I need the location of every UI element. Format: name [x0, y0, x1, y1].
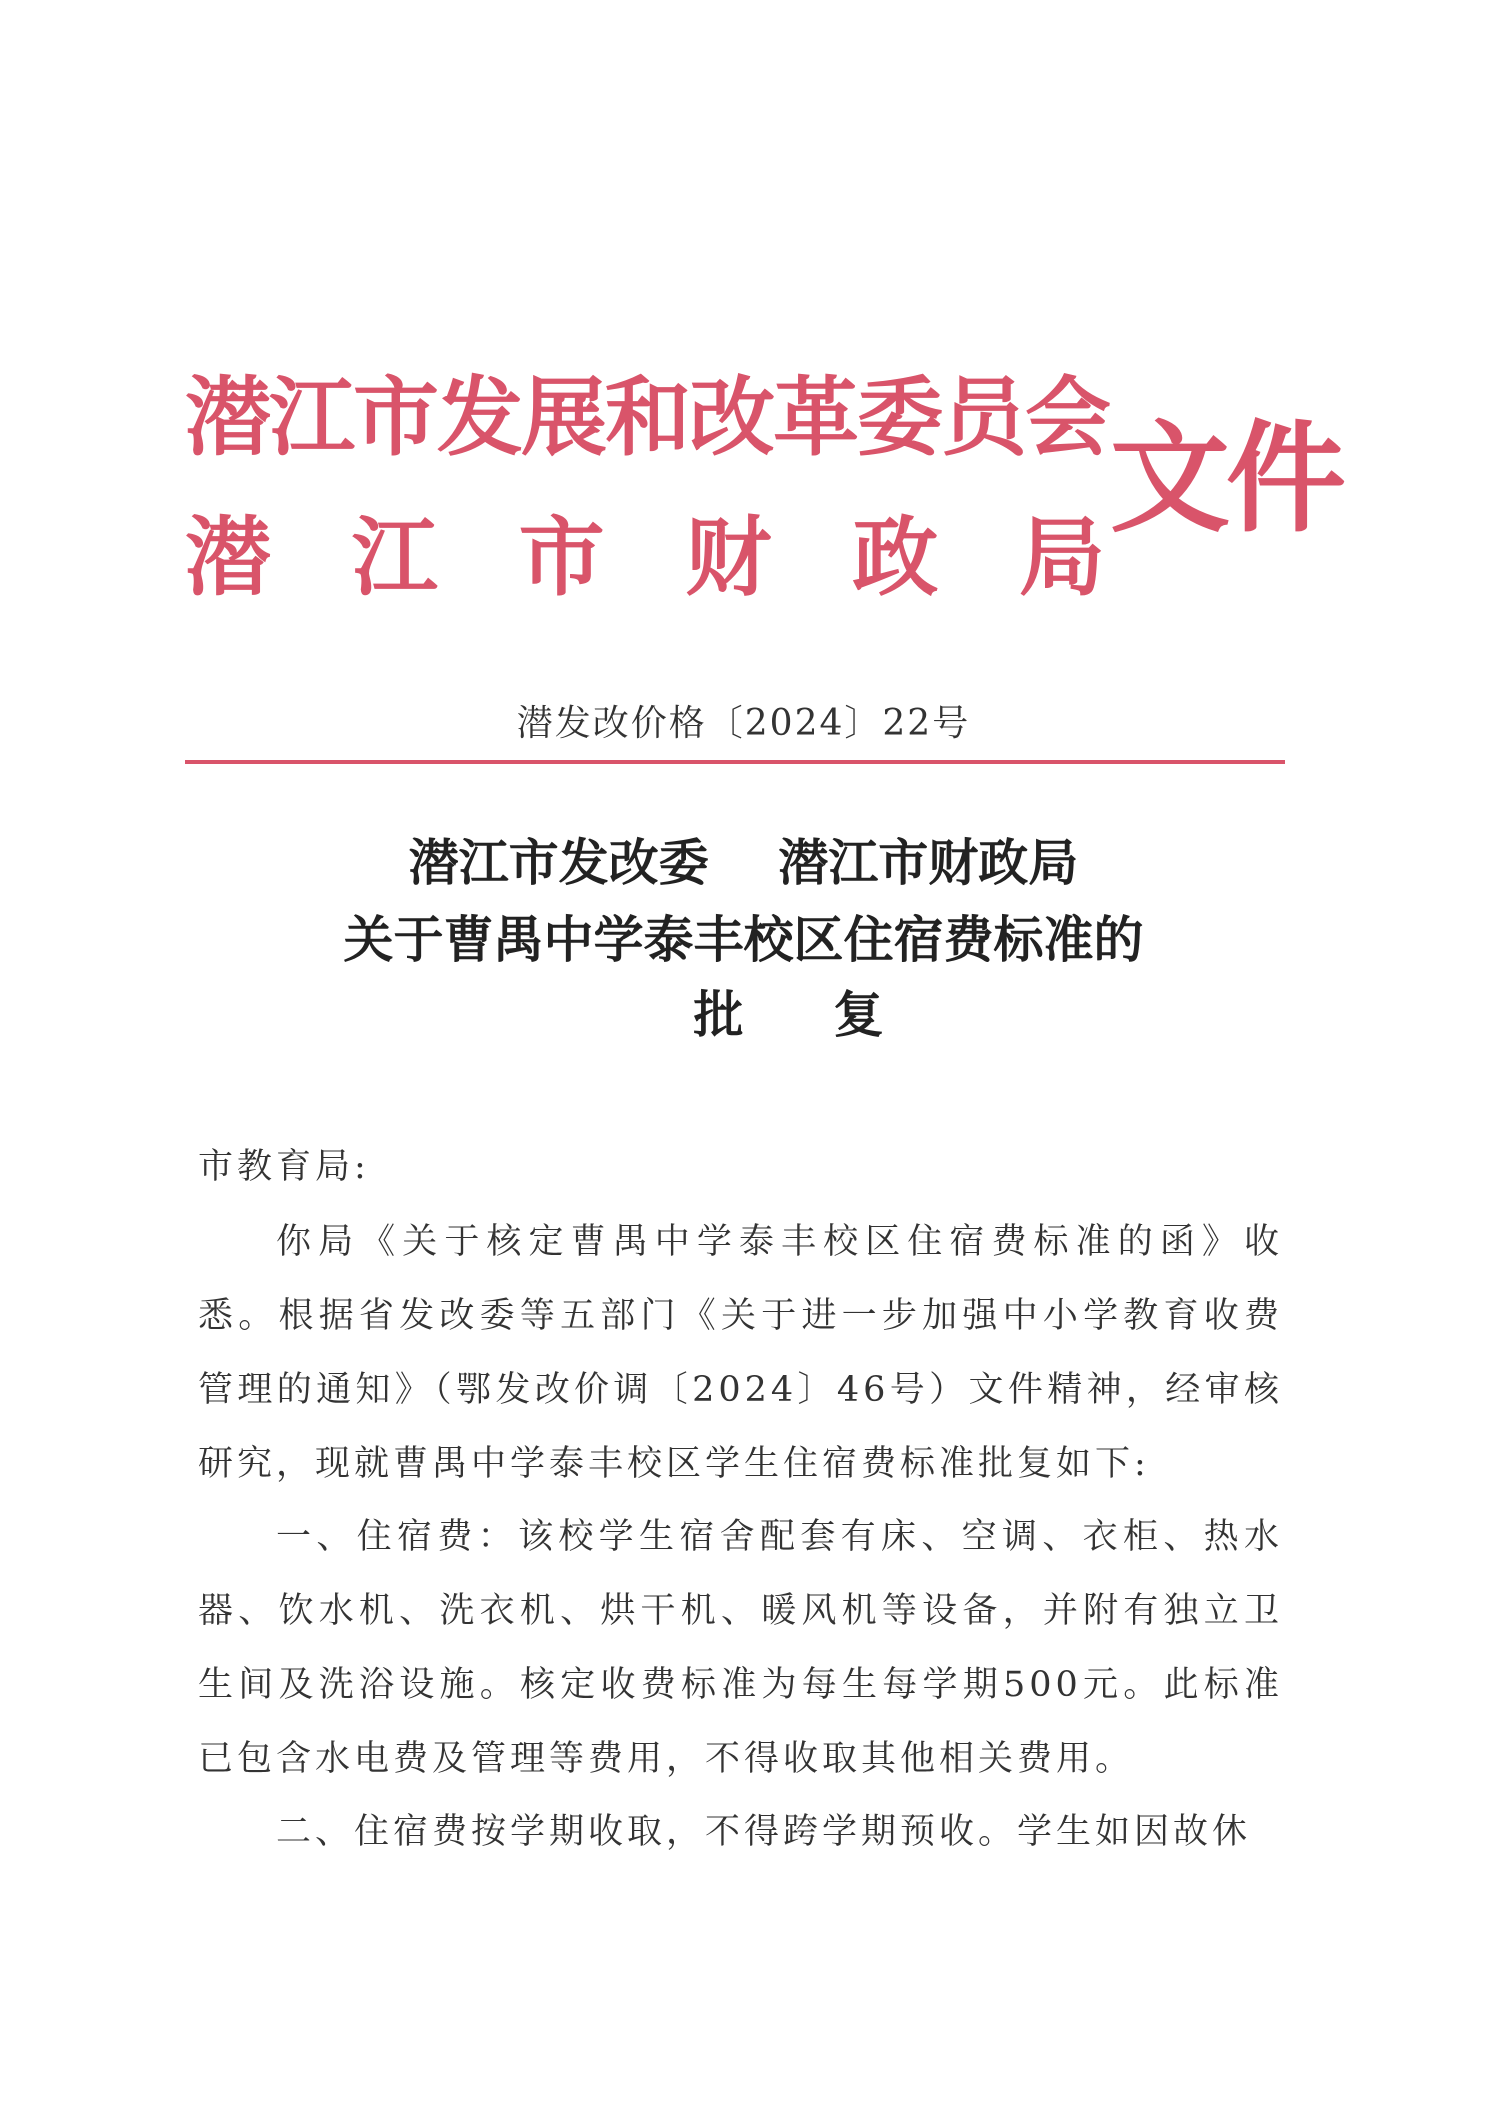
salutation: 市教育局:	[198, 1147, 370, 1187]
title-line-1: 潜江市发改委 潜江市财政局	[408, 834, 1079, 892]
issuer-line-2-char: 潜	[185, 508, 271, 608]
title-line-2: 关于曹禺中学泰丰校区住宿费标准的	[343, 911, 1144, 969]
issuer-line-2-char: 市	[518, 508, 605, 608]
body-paragraph-1	[198, 1205, 1283, 1501]
issuer-line-2	[185, 508, 1105, 608]
paragraph-text: 一、住宿费：该校学生宿舍配套有床、空调、衣柜、热水器、饮水机、洗衣机、烘干机、暖风机等设备，并附有独立卫生间及洗浴设施。核定收费标准为每生每学期500元。此标准已包含水电费及管理等费用，不得收取其他相关费用。	[198, 1517, 1283, 1779]
document-suffix: 文件	[1110, 410, 1342, 549]
issuer-line-2-char: 局	[1018, 508, 1105, 608]
title-line-3: 批复	[693, 986, 974, 1044]
red-header	[185, 365, 1342, 625]
issuer-line-1: 潜江市发展和改革委员会	[185, 368, 1109, 468]
paragraph-text: 二、住宿费按学期收取，不得跨学期预收。学生如因故休	[276, 1812, 1252, 1852]
body-paragraph-2	[198, 1500, 1283, 1796]
red-divider	[185, 760, 1285, 764]
issuer-line-2-char: 江	[351, 508, 438, 608]
issuer-line-2-char: 财	[685, 508, 772, 608]
paragraph-text: 你局《关于核定曹禺中学泰丰校区住宿费标准的函》收悉。根据省发改委等五部门《关于进一步加强中小学教育收费管理的通知》（鄂发改价调〔2024〕46号）文件精神，经审核研究，现就曹禺中学泰丰校区学生住宿费标准批复如下:	[198, 1222, 1283, 1484]
document-number: 潜发改价格〔2024〕22号	[516, 703, 971, 744]
body-paragraph-3	[198, 1795, 1283, 1869]
issuer-line-2-char: 政	[852, 508, 939, 608]
